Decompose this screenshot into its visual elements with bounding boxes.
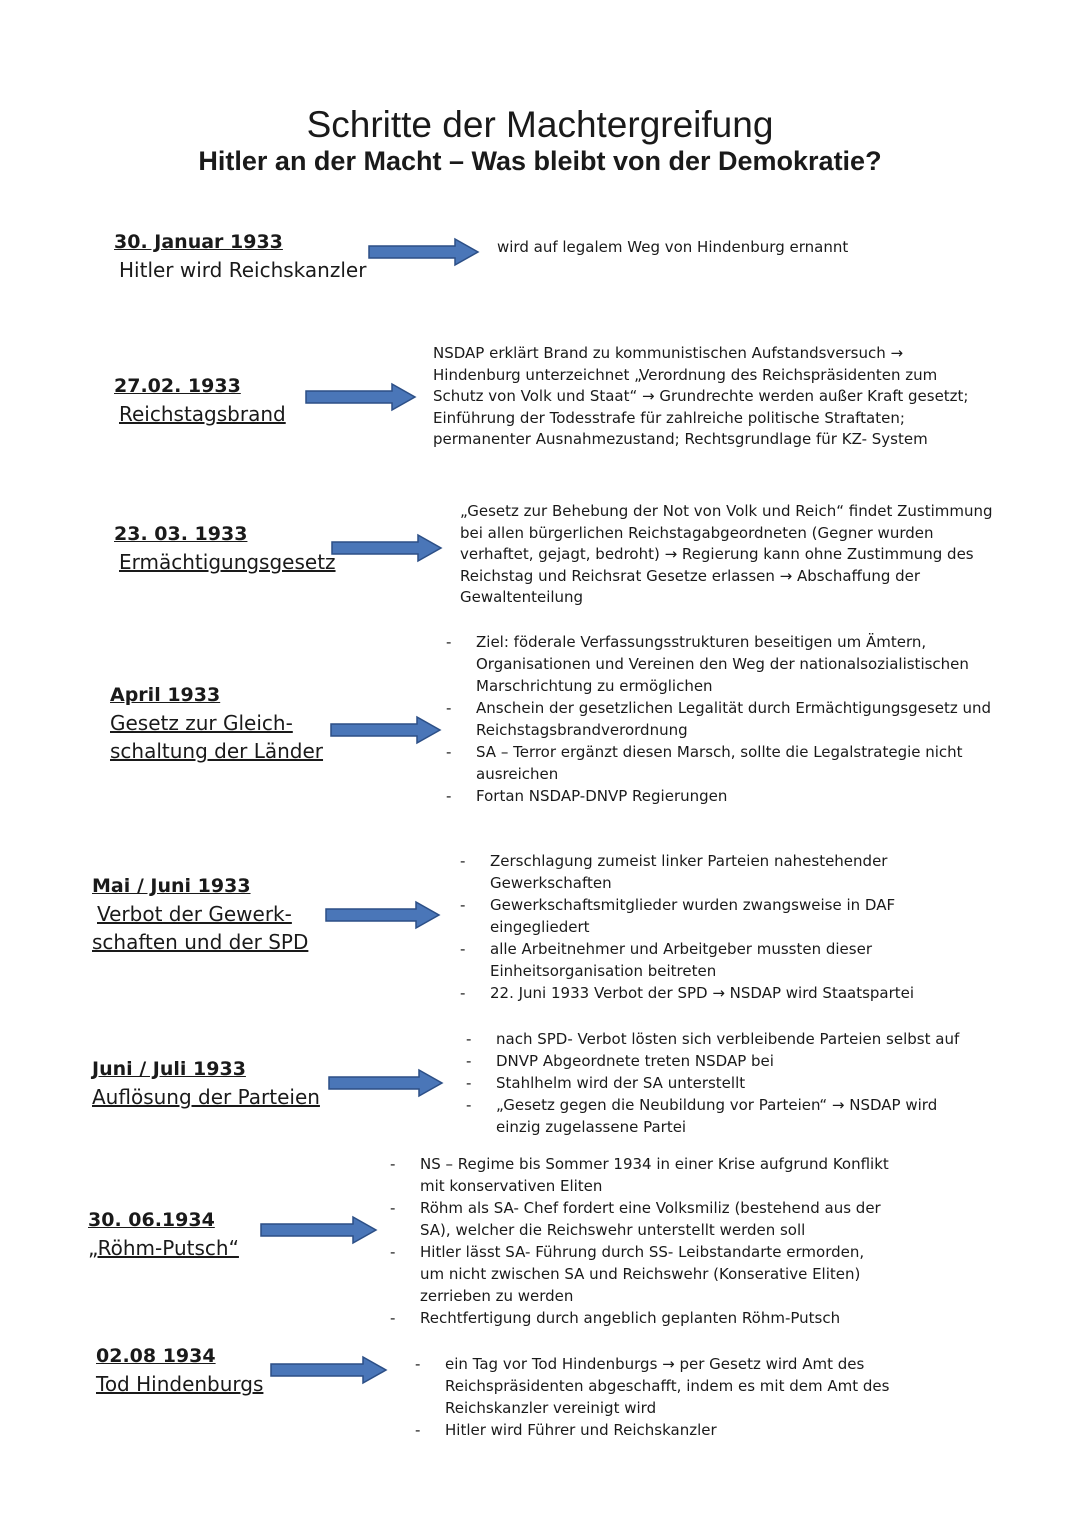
event-description: wird auf legalem Weg von Hindenburg ernannt bbox=[497, 238, 849, 256]
event-description: „Gesetz zur Behebung der Not von Volk und Reich“ findet Zustimmung bei allen bürgerlichen Reichstagabgeordneten (Gegner wurden verhaftet, gejagt, bedroht) → Regierung kann ohne Zustimmung des Reichstag und Reichsrat Gesetze erlassen → Abschaffung der Gewaltenteilung bbox=[460, 502, 993, 606]
event-date: April 1933 bbox=[110, 684, 221, 706]
list-item: - Anschein der gesetzlichen Legalität durch Ermächtigungsgesetz und Reichstagsbrandverordnung bbox=[446, 697, 991, 741]
page-title: Schritte der Machtergreifung bbox=[306, 104, 774, 145]
arrow-right-icon bbox=[368, 237, 480, 267]
list-item: - Röhm als SA- Chef fordert eine Volksmiliz (bestehend aus der SA), welcher die Reichswehr unterstellt werden soll bbox=[390, 1197, 889, 1241]
event-date: 23. 03. 1933 bbox=[114, 523, 248, 545]
list-item: - NS – Regime bis Sommer 1934 in einer Krise aufgrund Konflikt mit konservativen Eliten bbox=[390, 1153, 889, 1197]
event-label: Auflösung der Parteien bbox=[92, 1085, 320, 1109]
arrow-right-icon bbox=[270, 1355, 388, 1385]
event-date: 30. 06.1934 bbox=[88, 1209, 215, 1231]
event-aufloesung-parteien bbox=[92, 1056, 320, 1111]
event-label: Gesetz zur Gleich- bbox=[110, 711, 293, 735]
arrow-right-icon bbox=[331, 533, 443, 563]
event-date: 27.02. 1933 bbox=[114, 375, 241, 397]
list-item: - „Gesetz gegen die Neubildung vor Parteien“ → NSDAP wird einzig zugelassene Partei bbox=[466, 1094, 959, 1138]
event-tod-hindenburgs bbox=[96, 1343, 263, 1398]
event-gleichschaltung bbox=[110, 682, 323, 765]
list-item: - nach SPD- Verbot lösten sich verbleibende Parteien selbst auf bbox=[466, 1028, 959, 1050]
list-item: - SA – Terror ergänzt diesen Marsch, sollte die Legalstrategie nicht ausreichen bbox=[446, 741, 991, 785]
event-label: Ermächtigungsgesetz bbox=[119, 550, 336, 574]
arrow-right-icon bbox=[305, 382, 417, 412]
list-item: - Gewerkschaftsmitglieder wurden zwangsweise in DAF eingegliedert bbox=[460, 894, 914, 938]
event-date: 02.08 1934 bbox=[96, 1345, 216, 1367]
list-item: - Hitler wird Führer und Reichskanzler bbox=[415, 1419, 889, 1441]
event-bullet-list bbox=[415, 1353, 889, 1441]
event-bullet-list bbox=[460, 850, 914, 1004]
event-ermaechtigungsgesetz bbox=[114, 521, 336, 576]
event-label: schaften und der SPD bbox=[92, 930, 309, 954]
event-date: Mai / Juni 1933 bbox=[92, 875, 251, 897]
event-description: NSDAP erklärt Brand zu kommunistischen Aufstandsversuch → Hindenburg unterzeichnet „Verordnung des Reichspräsidenten zum Schutz von Volk und Staat“ → Grundrechte werden außer Kraft gesetzt; Einführung der Todesstrafe für zahlreiche politische Straftaten; permanenter Ausnahmezustand; Rechtsgrundlage für KZ- System bbox=[433, 344, 969, 448]
event-label: Reichstagsbrand bbox=[119, 402, 286, 426]
arrow-right-icon bbox=[328, 1068, 444, 1098]
list-item: - Rechtfertigung durch angeblich geplanten Röhm-Putsch bbox=[390, 1307, 889, 1329]
event-bullet-list bbox=[446, 631, 991, 807]
arrow-right-icon bbox=[260, 1215, 378, 1245]
arrow-right-icon bbox=[330, 715, 442, 745]
event-bullet-list bbox=[466, 1028, 959, 1138]
list-item: - 22. Juni 1933 Verbot der SPD → NSDAP wird Staatspartei bbox=[460, 982, 914, 1004]
event-date: 30. Januar 1933 bbox=[114, 231, 283, 253]
event-reichstagsbrand bbox=[114, 373, 286, 428]
event-date: Juni / Juli 1933 bbox=[92, 1058, 246, 1080]
list-item: - Stahlhelm wird der SA unterstellt bbox=[466, 1072, 959, 1094]
page-subtitle: Hitler an der Macht – Was bleibt von der Demokratie? bbox=[198, 146, 882, 176]
list-item: - alle Arbeitnehmer und Arbeitgeber mussten dieser Einheitsorganisation beitreten bbox=[460, 938, 914, 982]
list-item: - Fortan NSDAP-DNVP Regierungen bbox=[446, 785, 991, 807]
event-machtuebernahme bbox=[114, 229, 366, 284]
event-verbot-gewerkschaften bbox=[92, 873, 308, 956]
list-item: - Ziel: föderale Verfassungsstrukturen beseitigen um Ämtern, Organisationen und Vereinen den Weg der nationalsozialistischen Marschrichtung zu ermöglichen bbox=[446, 631, 991, 697]
event-label: schaltung der Länder bbox=[110, 739, 324, 763]
arrow-right-icon bbox=[325, 900, 441, 930]
event-roehm-putsch bbox=[88, 1207, 239, 1262]
list-item: - DNVP Abgeordnete treten NSDAP bei bbox=[466, 1050, 959, 1072]
event-label: Verbot der Gewerk- bbox=[97, 902, 292, 926]
event-label: Hitler wird Reichskanzler bbox=[119, 258, 367, 282]
list-item: - Hitler lässt SA- Führung durch SS- Leibstandarte ermorden, um nicht zwischen SA und Reichswehr (Konserative Eliten) zerrieben zu werden bbox=[390, 1241, 889, 1307]
event-label: Tod Hindenburgs bbox=[96, 1372, 264, 1396]
event-label: „Röhm-Putsch“ bbox=[88, 1236, 239, 1260]
event-bullet-list bbox=[390, 1153, 889, 1329]
list-item: - ein Tag vor Tod Hindenburgs → per Gesetz wird Amt des Reichspräsidenten abgeschafft, indem es mit dem Amt des Reichskanzler vereinigt wird bbox=[415, 1353, 889, 1419]
list-item: - Zerschlagung zumeist linker Parteien nahestehender Gewerkschaften bbox=[460, 850, 914, 894]
